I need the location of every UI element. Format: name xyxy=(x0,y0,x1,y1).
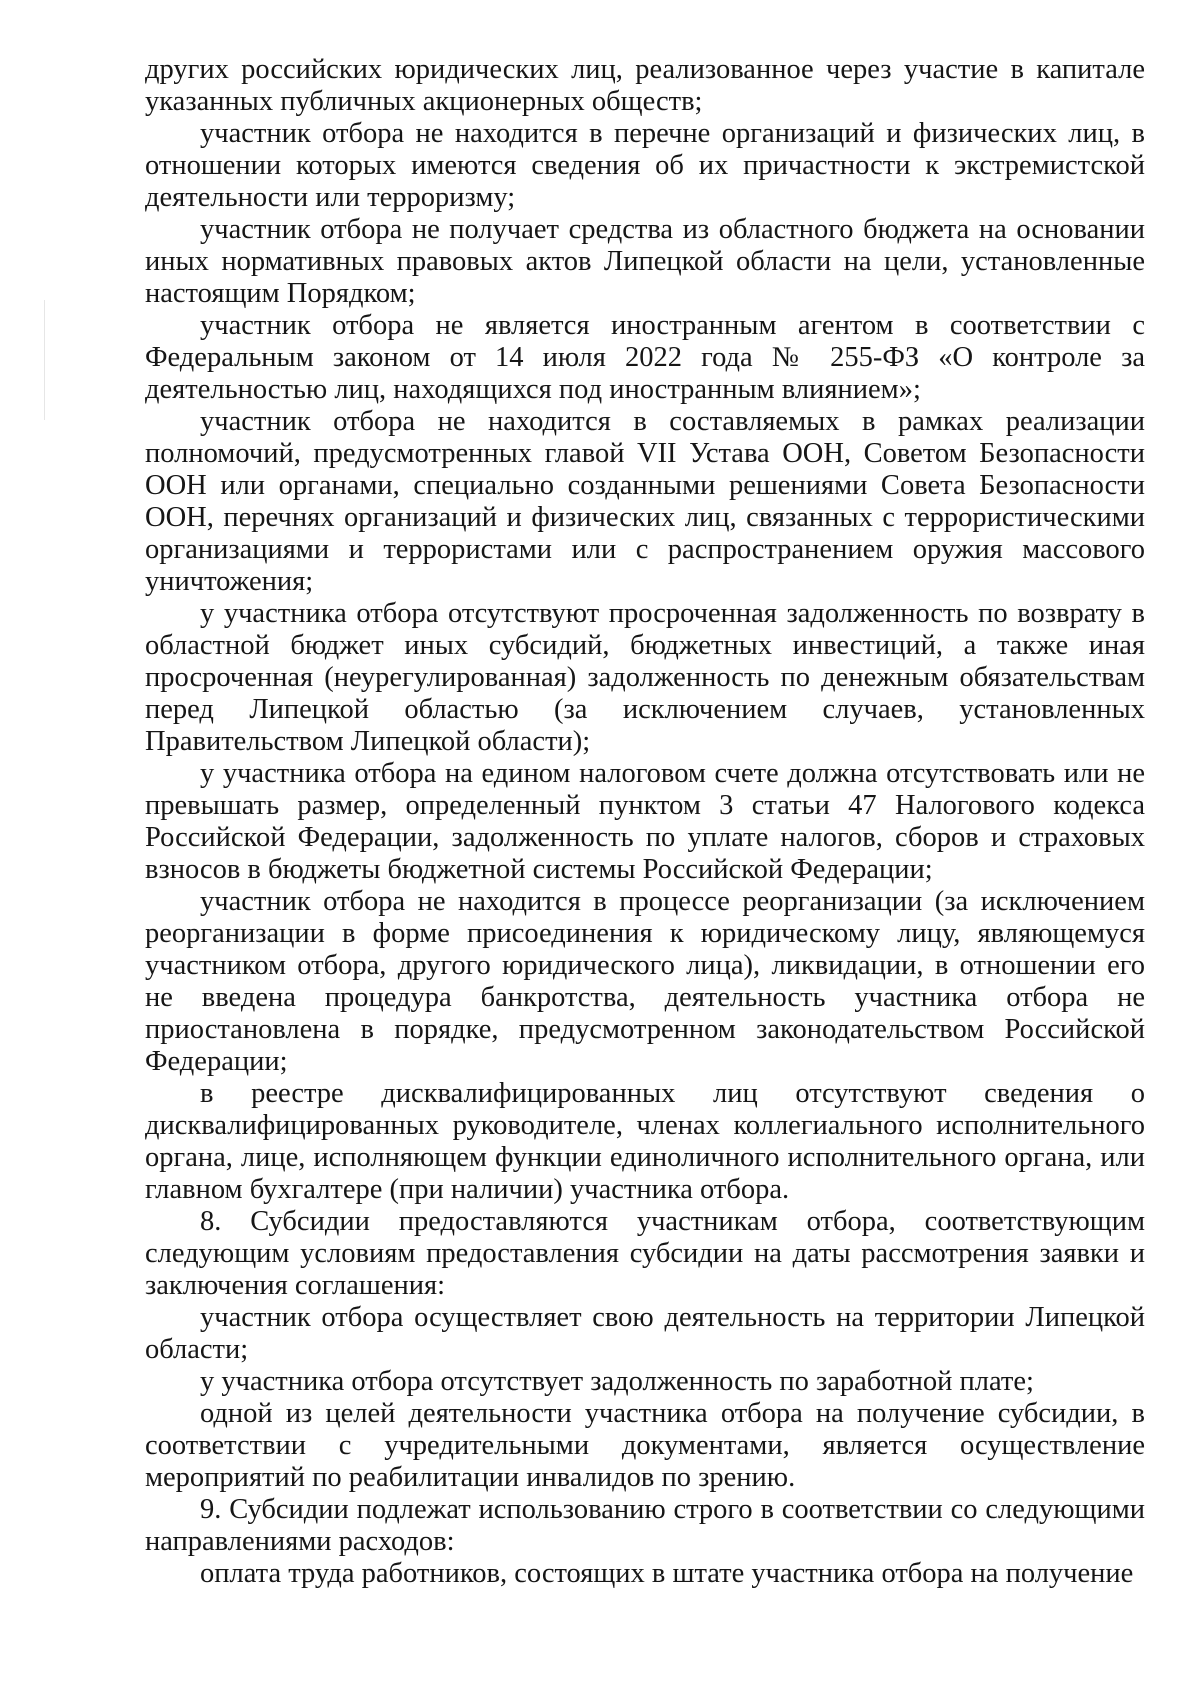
paragraph-rehabilitation: одной из целей деятельности участника отбора на получение субсидии, в соответствии с учредительными документами, является осуществление мероприятий по реабилитации инвалидов по зрению. xyxy=(145,1398,1145,1493)
paragraph-un-lists: участник отбора не находится в составляемых в рамках реализации полномочий, предусмотренных главой VII Устава ООН, Советом Безопасности ООН или органами, специально созданными решениями Совета Безопасности ООН, перечнях организаций и физических лиц, связанных с террористическими организациями и террористами или с распространением оружия массового уничтожения; xyxy=(145,406,1145,597)
paragraph-staff-pay: оплата труда работников, состоящих в штате участника отбора на получение xyxy=(200,1558,1134,1589)
paragraph-reorganization: участник отбора не находится в процессе реорганизации (за исключением реорганизации в форме присоединения к юридическому лицу, являющемуся участником отбора, другого юридического лица), ликвидации, в отношении его не введена процедура банкротства, деятельность участника отбора не приостановлена в порядке, предусмотренном законодательством Российской Федерации; xyxy=(145,886,1145,1077)
paragraph-continuation: других российских юридических лиц, реализованное через участие в капитале указанных публичных акционерных обществ; xyxy=(145,54,1145,117)
scan-margin-mark xyxy=(44,300,45,420)
paragraph-foreign-agent: участник отбора не является иностранным агентом в соответствии с Федеральным законом от 14 июля 2022 года № 255-ФЗ «О контроле за деятельностью лиц, находящихся под иностранным влиянием»; xyxy=(145,310,1145,405)
paragraph-regional-budget: участник отбора не получает средства из областного бюджета на основании иных нормативных правовых актов Липецкой области на цели, установленные настоящим Порядком; xyxy=(145,214,1145,309)
paragraph-tax-account: у участника отбора на едином налоговом счете должна отсутствовать или не превышать размер, определенный пунктом 3 статьи 47 Налогового кодекса Российской Федерации, задолженность по уплате налогов, сборов и страховых взносов в бюджеты бюджетной системы Российской Федерации; xyxy=(145,758,1145,885)
paragraph-extremism-list: участник отбора не находится в перечне организаций и физических лиц, в отношении которых имеются сведения об их причастности к экстремистской деятельности или терроризму; xyxy=(145,118,1145,213)
paragraph-overdue-debt: у участника отбора отсутствуют просроченная задолженность по возврату в областной бюджет иных субсидий, бюджетных инвестиций, а также иная просроченная (неурегулированная) задолженность по денежным обязательствам перед Липецкой областью (за исключением случаев, установленных Правительством Липецкой области); xyxy=(145,598,1145,757)
paragraph-salary-debt: у участника отбора отсутствует задолженность по заработной плате; xyxy=(200,1366,1034,1397)
paragraph-territory: участник отбора осуществляет свою деятельность на территории Липецкой области; xyxy=(145,1302,1145,1365)
paragraph-item-8: 8. Субсидии предоставляются участникам отбора, соответствующим следующим условиям предоставления субсидии на даты рассмотрения заявки и заключения соглашения: xyxy=(145,1206,1145,1301)
paragraph-item-9: 9. Субсидии подлежат использованию строго в соответствии со следующими направлениями расходов: xyxy=(145,1494,1145,1557)
paragraph-disqualified-persons: в реестре дисквалифицированных лиц отсутствуют сведения о дисквалифицированных руководителе, членах коллегиального исполнительного органа, лице, исполняющем функции единоличного исполнительного органа, или главном бухгалтере (при наличии) участника отбора. xyxy=(145,1078,1145,1205)
document-body xyxy=(145,54,1145,1590)
